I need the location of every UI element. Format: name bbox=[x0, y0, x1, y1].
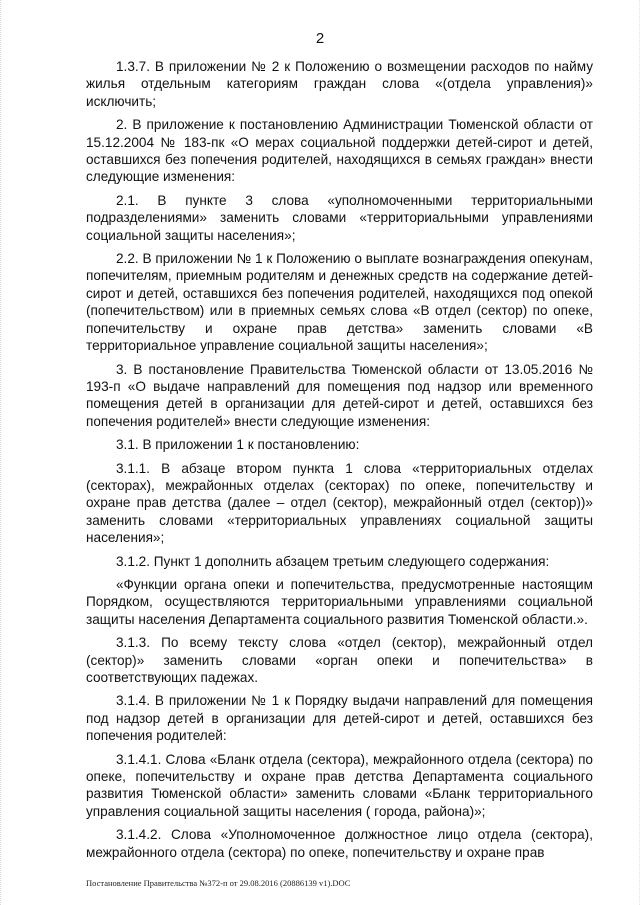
paragraph-3-1-2: 3.1.2. Пункт 1 дополнить абзацем третьим следующего содержания: bbox=[116, 553, 550, 569]
paragraph-3-1: 3.1. В приложении 1 к постановлению: bbox=[116, 437, 360, 453]
paragraph-2-2: 2.2. В приложении № 1 к Положению о выплате вознаграждения опекунам, попечителям, приемным родителям и денежных средств на содержание детей-сирот и детей, оставшихся без попечения родителей, находящихся под опекой (попечительством) или в приемных семьях слова «В отдел (сектор) по опеке, попечительству и охране прав детства» заменить словами «В территориальное управление социальной защиты населения»; bbox=[86, 251, 593, 354]
paragraph-3-1-1: 3.1.1. В абзаце втором пункта 1 слова «территориальных отделах (секторах), межрайонных отделах (секторах) по опеке, попечительству и охране прав детства (далее – отдел (сектор), межрайонный отдел (сектор))» заменить словами «территориальных управлениях социальной защиты населения»; bbox=[86, 460, 593, 546]
paragraph-1-3-7: 1.3.7. В приложении № 2 к Положению о возмещении расходов по найму жилья отдельным категориям граждан слова «(отдела управления)» исключить; bbox=[86, 59, 593, 109]
paragraph-3-1-3: 3.1.3. По всему тексту слова «отдел (сектор), межрайонный отдел (сектор)» заменить словами «орган опеки и попечительства» в соответствующих падежах. bbox=[86, 635, 593, 685]
paragraph-3-1-4: 3.1.4. В приложении № 1 к Порядку выдачи направлений для помещения под надзор детей в организации для детей-сирот и детей, оставшихся без попечения родителей: bbox=[86, 693, 593, 744]
paragraph-2-1: 2.1. В пункте 3 слова «уполномоченными территориальными подразделениями» заменить словами «территориальными управлениями социальной защиты населения»; bbox=[86, 192, 593, 243]
paragraph-3-1-4-2: 3.1.4.2. Слова «Уполномоченное должностное лицо отдела (сектора), межрайонного отдела (сектора) по опеке, попечительству и охране прав bbox=[86, 827, 593, 860]
page-number: 2 bbox=[315, 30, 325, 47]
paragraph-3: 3. В постановление Правительства Тюменской области от 13.05.2016 № 193-п «О выдаче направлений для помещения под надзор или временного помещения детей в организации для детей-сирот и детей, оставшихся без попечения родителей» внести следующие изменения: bbox=[86, 361, 593, 429]
paragraph-2: 2. В приложение к постановлению Администрации Тюменской области от 15.12.2004 № 183-пк «О мерах социальной поддержки детей-сирот и детей, оставшихся без попечения родителей, находящихся в семьях граждан» внести следующие изменения: bbox=[86, 117, 593, 185]
paragraph-quote-functions: «Функции органа опеки и попечительства, предусмотренные настоящим Порядком, осуществляются территориальными управлениями социальной защиты населения Департамента социального развития Тюменской области.». bbox=[86, 576, 593, 627]
document-footer: Постановление Правительства №372-п от 29.08.2016 (20886139 v1).DOC bbox=[86, 878, 351, 888]
document-body bbox=[86, 58, 593, 867]
paragraph-3-1-4-1: 3.1.4.1. Слова «Бланк отдела (сектора), межрайонного отдела (сектора) по опеке, попечительству и охране прав детства Департамента социального развития Тюменской области» заменить словами «Бланк территориального управления социальной защиты населения ( города, района)»; bbox=[86, 751, 593, 819]
